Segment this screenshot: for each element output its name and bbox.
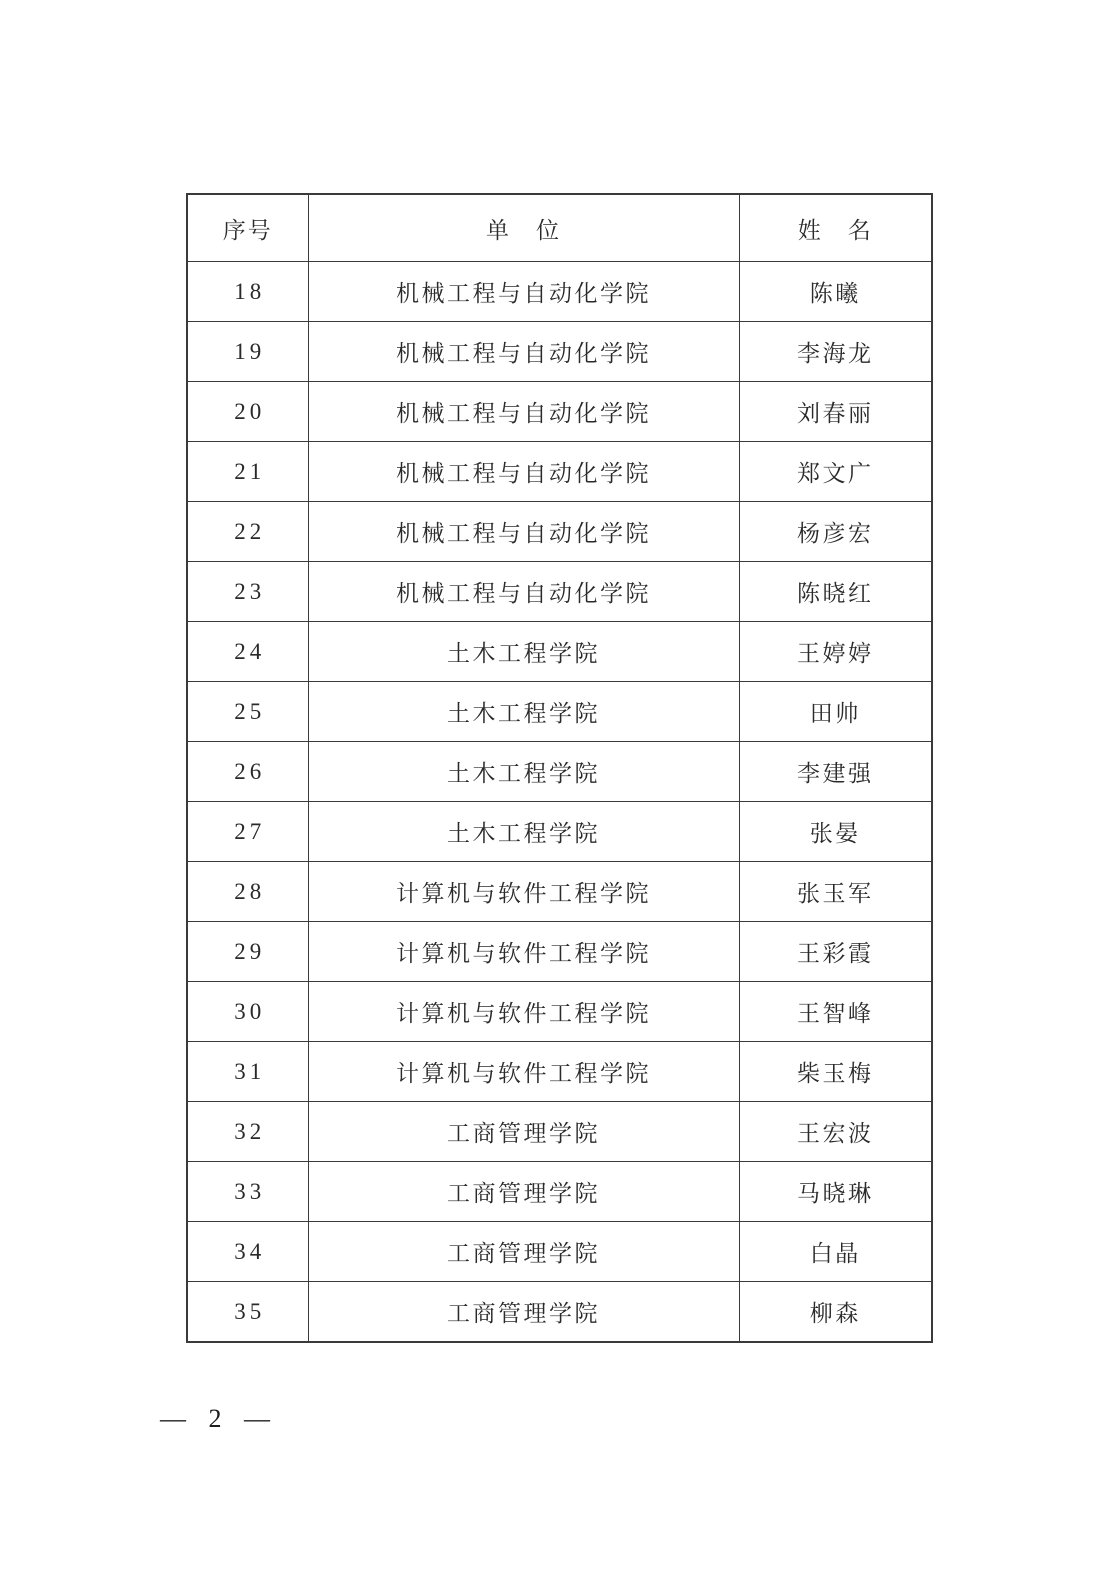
name-cell: 陈晓红 — [739, 562, 932, 622]
col-header-name: 姓 名 — [739, 194, 932, 262]
table-row — [187, 502, 932, 562]
table-row — [187, 802, 932, 862]
unit-cell: 机械工程与自动化学院 — [308, 562, 739, 622]
name-cell: 张晏 — [739, 802, 932, 862]
unit-cell: 计算机与软件工程学院 — [308, 922, 739, 982]
table-row — [187, 1042, 932, 1102]
table-row — [187, 922, 932, 982]
serial-number-cell: 29 — [187, 922, 308, 982]
table-row — [187, 1162, 932, 1222]
table-row — [187, 862, 932, 922]
roster-table — [186, 193, 933, 1343]
name-cell: 陈曦 — [739, 262, 932, 322]
table-row — [187, 442, 932, 502]
name-cell: 柳森 — [739, 1282, 932, 1343]
unit-cell: 计算机与软件工程学院 — [308, 982, 739, 1042]
name-cell: 郑文广 — [739, 442, 932, 502]
table-row — [187, 1102, 932, 1162]
table-row — [187, 982, 932, 1042]
unit-cell: 土木工程学院 — [308, 622, 739, 682]
serial-number-cell: 27 — [187, 802, 308, 862]
name-cell: 李建强 — [739, 742, 932, 802]
table-row — [187, 622, 932, 682]
unit-cell: 机械工程与自动化学院 — [308, 322, 739, 382]
serial-number-cell: 28 — [187, 862, 308, 922]
col-header-serial-number: 序号 — [187, 194, 308, 262]
serial-number-cell: 26 — [187, 742, 308, 802]
unit-cell: 工商管理学院 — [308, 1162, 739, 1222]
table-row — [187, 562, 932, 622]
table-row — [187, 742, 932, 802]
name-cell: 王智峰 — [739, 982, 932, 1042]
serial-number-cell: 22 — [187, 502, 308, 562]
unit-cell: 土木工程学院 — [308, 742, 739, 802]
page-number-footer: — 2 — — [160, 1404, 278, 1433]
unit-cell: 机械工程与自动化学院 — [308, 442, 739, 502]
unit-cell: 土木工程学院 — [308, 802, 739, 862]
table-header-row — [187, 194, 932, 262]
serial-number-cell: 35 — [187, 1282, 308, 1343]
unit-cell: 工商管理学院 — [308, 1282, 739, 1343]
table-row — [187, 322, 932, 382]
serial-number-cell: 30 — [187, 982, 308, 1042]
name-cell: 王婷婷 — [739, 622, 932, 682]
unit-cell: 计算机与软件工程学院 — [308, 1042, 739, 1102]
table-row — [187, 1282, 932, 1343]
unit-cell: 工商管理学院 — [308, 1102, 739, 1162]
name-cell: 王宏波 — [739, 1102, 932, 1162]
unit-cell: 工商管理学院 — [308, 1222, 739, 1282]
name-cell: 柴玉梅 — [739, 1042, 932, 1102]
name-cell: 杨彦宏 — [739, 502, 932, 562]
serial-number-cell: 18 — [187, 262, 308, 322]
name-cell: 白晶 — [739, 1222, 932, 1282]
unit-cell: 机械工程与自动化学院 — [308, 502, 739, 562]
serial-number-cell: 23 — [187, 562, 308, 622]
name-cell: 田帅 — [739, 682, 932, 742]
name-cell: 刘春丽 — [739, 382, 932, 442]
name-cell: 马晓琳 — [739, 1162, 932, 1222]
table-row — [187, 682, 932, 742]
serial-number-cell: 20 — [187, 382, 308, 442]
name-cell: 李海龙 — [739, 322, 932, 382]
name-cell: 王彩霞 — [739, 922, 932, 982]
serial-number-cell: 21 — [187, 442, 308, 502]
serial-number-cell: 25 — [187, 682, 308, 742]
serial-number-cell: 32 — [187, 1102, 308, 1162]
unit-cell: 机械工程与自动化学院 — [308, 262, 739, 322]
table-row — [187, 1222, 932, 1282]
unit-cell: 机械工程与自动化学院 — [308, 382, 739, 442]
unit-cell: 计算机与软件工程学院 — [308, 862, 739, 922]
unit-cell: 土木工程学院 — [308, 682, 739, 742]
table-row — [187, 382, 932, 442]
serial-number-cell: 24 — [187, 622, 308, 682]
serial-number-cell: 33 — [187, 1162, 308, 1222]
serial-number-cell: 31 — [187, 1042, 308, 1102]
serial-number-cell: 19 — [187, 322, 308, 382]
table-row — [187, 262, 932, 322]
col-header-unit: 单 位 — [308, 194, 739, 262]
serial-number-cell: 34 — [187, 1222, 308, 1282]
name-cell: 张玉军 — [739, 862, 932, 922]
